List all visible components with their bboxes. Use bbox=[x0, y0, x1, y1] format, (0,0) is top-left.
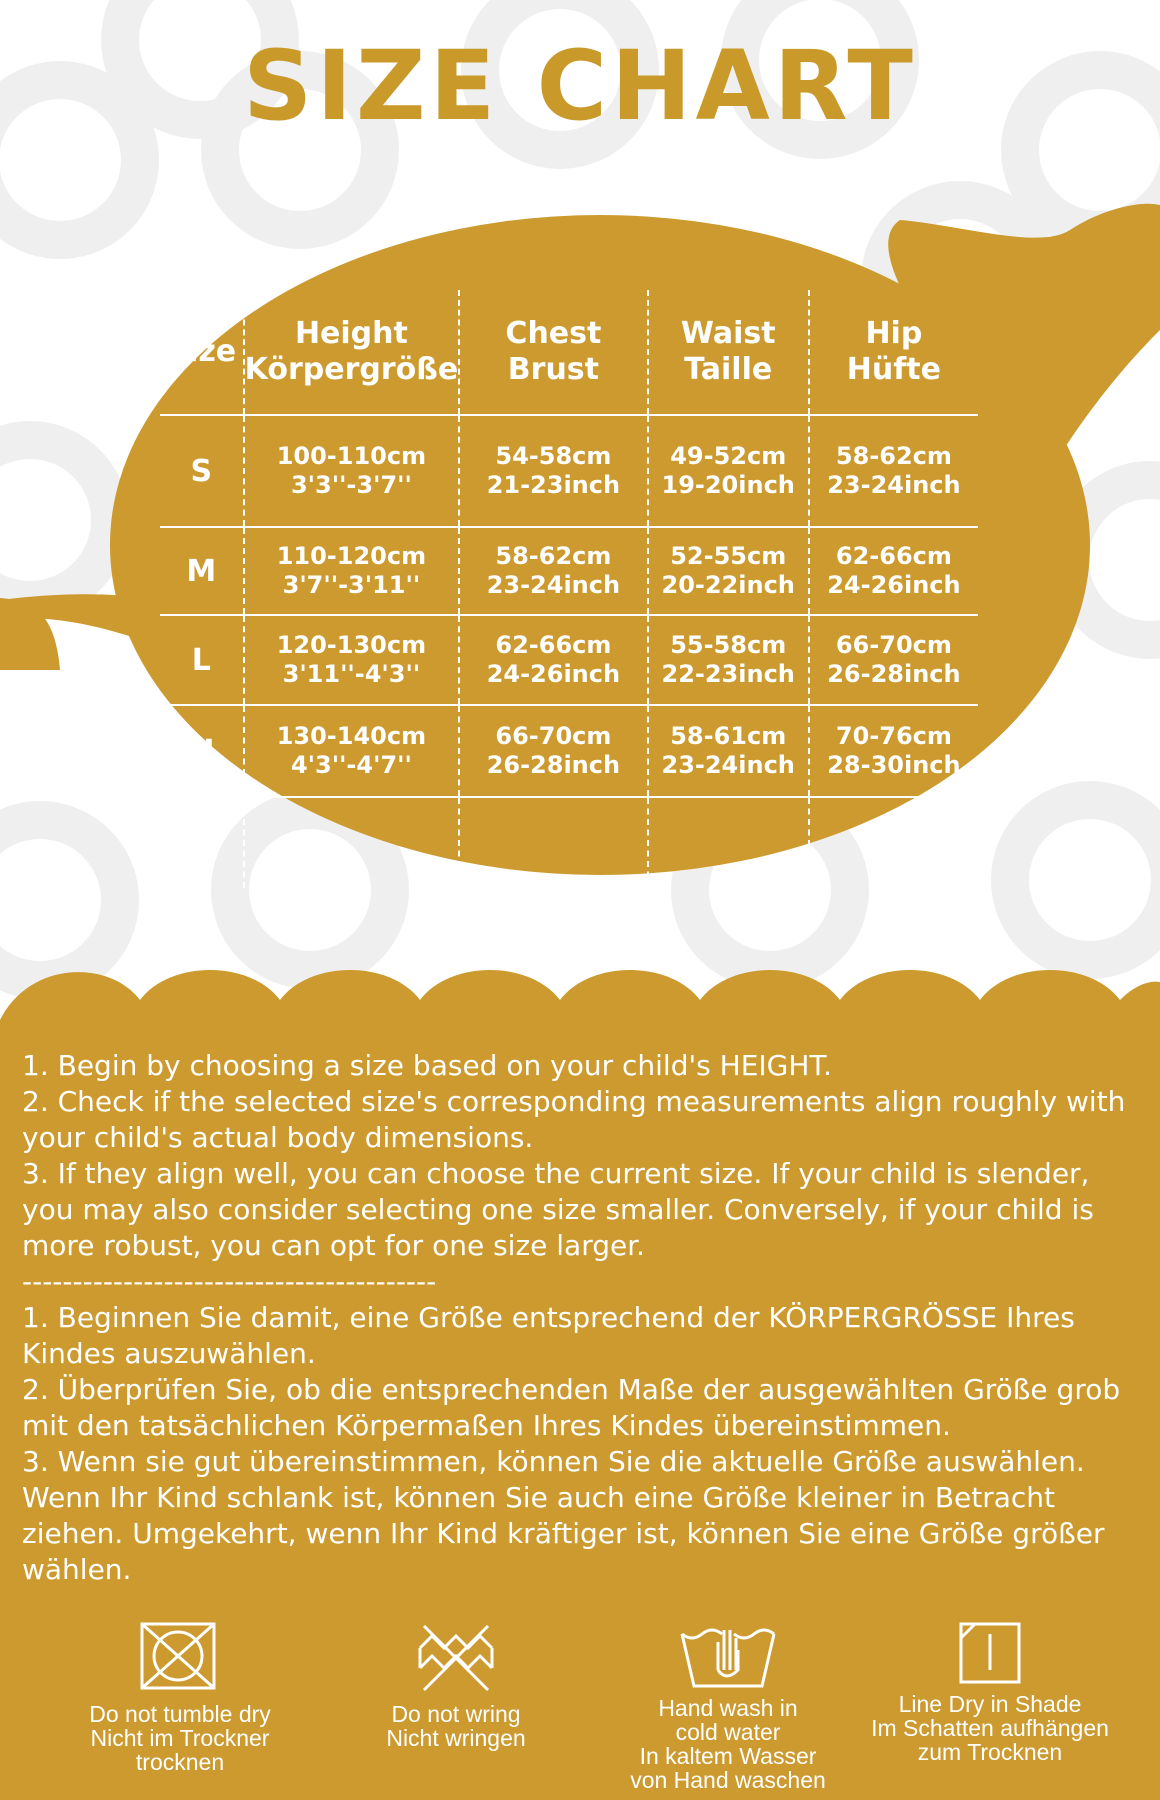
no-wring-icon bbox=[414, 1620, 498, 1696]
header-height: Height Körpergröße bbox=[244, 290, 460, 415]
header-size: Size bbox=[160, 290, 244, 415]
care-label: cold water bbox=[675, 1719, 781, 1745]
size-cell: L bbox=[160, 615, 244, 705]
waist-cell: 52-55cm 20-22inch bbox=[648, 527, 809, 615]
care-label: Do not wring bbox=[391, 1701, 521, 1727]
size-cell: S bbox=[160, 415, 244, 527]
table-row bbox=[160, 615, 978, 705]
instruction-en-3: 3. If they align well, you can choose the current size. If your child is slender, you may also consider selecting one size smaller. Conversely, if your child is more robust, you can opt for one size larger. bbox=[22, 1157, 1094, 1262]
instruction-en-1: 1. Begin by choosing a size based on your child's HEIGHT. bbox=[22, 1049, 833, 1082]
size-cell: XL bbox=[160, 705, 244, 797]
instruction-de-2: 2. Überprüfen Sie, ob die entsprechenden Maße der ausgewählten Größe grob mit den tatsächlichen Körpermaßen Ihres Kindes übereinstimmen. bbox=[22, 1373, 1121, 1442]
height-cell: 120-130cm 3'11''-4'3'' bbox=[244, 615, 460, 705]
care-label: trocknen bbox=[135, 1749, 225, 1775]
hip-cell: 66-70cm 26-28inch bbox=[809, 615, 978, 705]
instruction-de-1: 1. Beginnen Sie damit, eine Größe entsprechend der KÖRPERGRÖSSE Ihres Kindes auszuwählen. bbox=[22, 1301, 1075, 1370]
no-tumble-dry-icon bbox=[138, 1620, 222, 1696]
page-title: SIZE CHART bbox=[243, 30, 917, 142]
chest-cell: 62-66cm 24-26inch bbox=[459, 615, 647, 705]
size-table bbox=[160, 290, 978, 888]
height-cell: 110-120cm 3'7''-3'11'' bbox=[244, 527, 460, 615]
sizing-instructions bbox=[22, 1048, 1142, 1588]
height-cell: 130-140cm 4'3''-4'7'' bbox=[244, 705, 460, 797]
instruction-en-2: 2. Check if the selected size's corresponding measurements align roughly with your child's actual body dimensions. bbox=[22, 1085, 1126, 1154]
care-label: Hand wash in bbox=[658, 1695, 798, 1721]
care-line-dry-shade bbox=[860, 1620, 1120, 1764]
hip-cell: 58-62cm 23-24inch bbox=[809, 415, 978, 527]
care-hand-wash bbox=[598, 1620, 858, 1792]
table-row bbox=[160, 705, 978, 797]
chest-cell: 66-70cm 26-28inch bbox=[459, 705, 647, 797]
header-hip: Hip Hüfte bbox=[809, 290, 978, 415]
waist-cell: 49-52cm 19-20inch bbox=[648, 415, 809, 527]
size-cell: M bbox=[160, 527, 244, 615]
table-empty-row bbox=[160, 797, 978, 888]
care-label: In kaltem Wasser bbox=[639, 1743, 817, 1769]
care-label: Line Dry in Shade bbox=[898, 1691, 1082, 1717]
care-label: Nicht im Trockner bbox=[90, 1725, 270, 1751]
instruction-separator: ----------------------------------------- bbox=[22, 1265, 437, 1298]
hip-cell: 70-76cm 28-30inch bbox=[809, 705, 978, 797]
instruction-de-3: 3. Wenn sie gut übereinstimmen, können Sie die aktuelle Größe auswählen. Wenn Ihr Kind schlank ist, können Sie auch eine Größe kleiner in Betracht ziehen. Umgekehrt, wenn Ihr Kind kräftiger ist, können Sie eine Größe größer wählen. bbox=[22, 1445, 1105, 1586]
height-cell: 100-110cm 3'3''-3'7'' bbox=[244, 415, 460, 527]
care-no-wring bbox=[326, 1620, 586, 1750]
care-label: von Hand waschen bbox=[630, 1767, 826, 1793]
hand-wash-icon bbox=[678, 1620, 778, 1690]
care-label: Do not tumble dry bbox=[89, 1701, 271, 1727]
care-label: Im Schatten aufhängen bbox=[871, 1715, 1109, 1741]
waist-cell: 55-58cm 22-23inch bbox=[648, 615, 809, 705]
chest-cell: 58-62cm 23-24inch bbox=[459, 527, 647, 615]
care-no-tumble-dry bbox=[50, 1620, 310, 1774]
table-row bbox=[160, 415, 978, 527]
waist-cell: 58-61cm 23-24inch bbox=[648, 705, 809, 797]
care-label: zum Trocknen bbox=[917, 1739, 1063, 1765]
line-dry-shade-icon bbox=[957, 1620, 1023, 1686]
hip-cell: 62-66cm 24-26inch bbox=[809, 527, 978, 615]
care-label: Nicht wringen bbox=[386, 1725, 526, 1751]
header-chest: Chest Brust bbox=[459, 290, 647, 415]
table-row bbox=[160, 527, 978, 615]
table-header-row bbox=[160, 290, 978, 415]
header-waist: Waist Taille bbox=[648, 290, 809, 415]
chest-cell: 54-58cm 21-23inch bbox=[459, 415, 647, 527]
